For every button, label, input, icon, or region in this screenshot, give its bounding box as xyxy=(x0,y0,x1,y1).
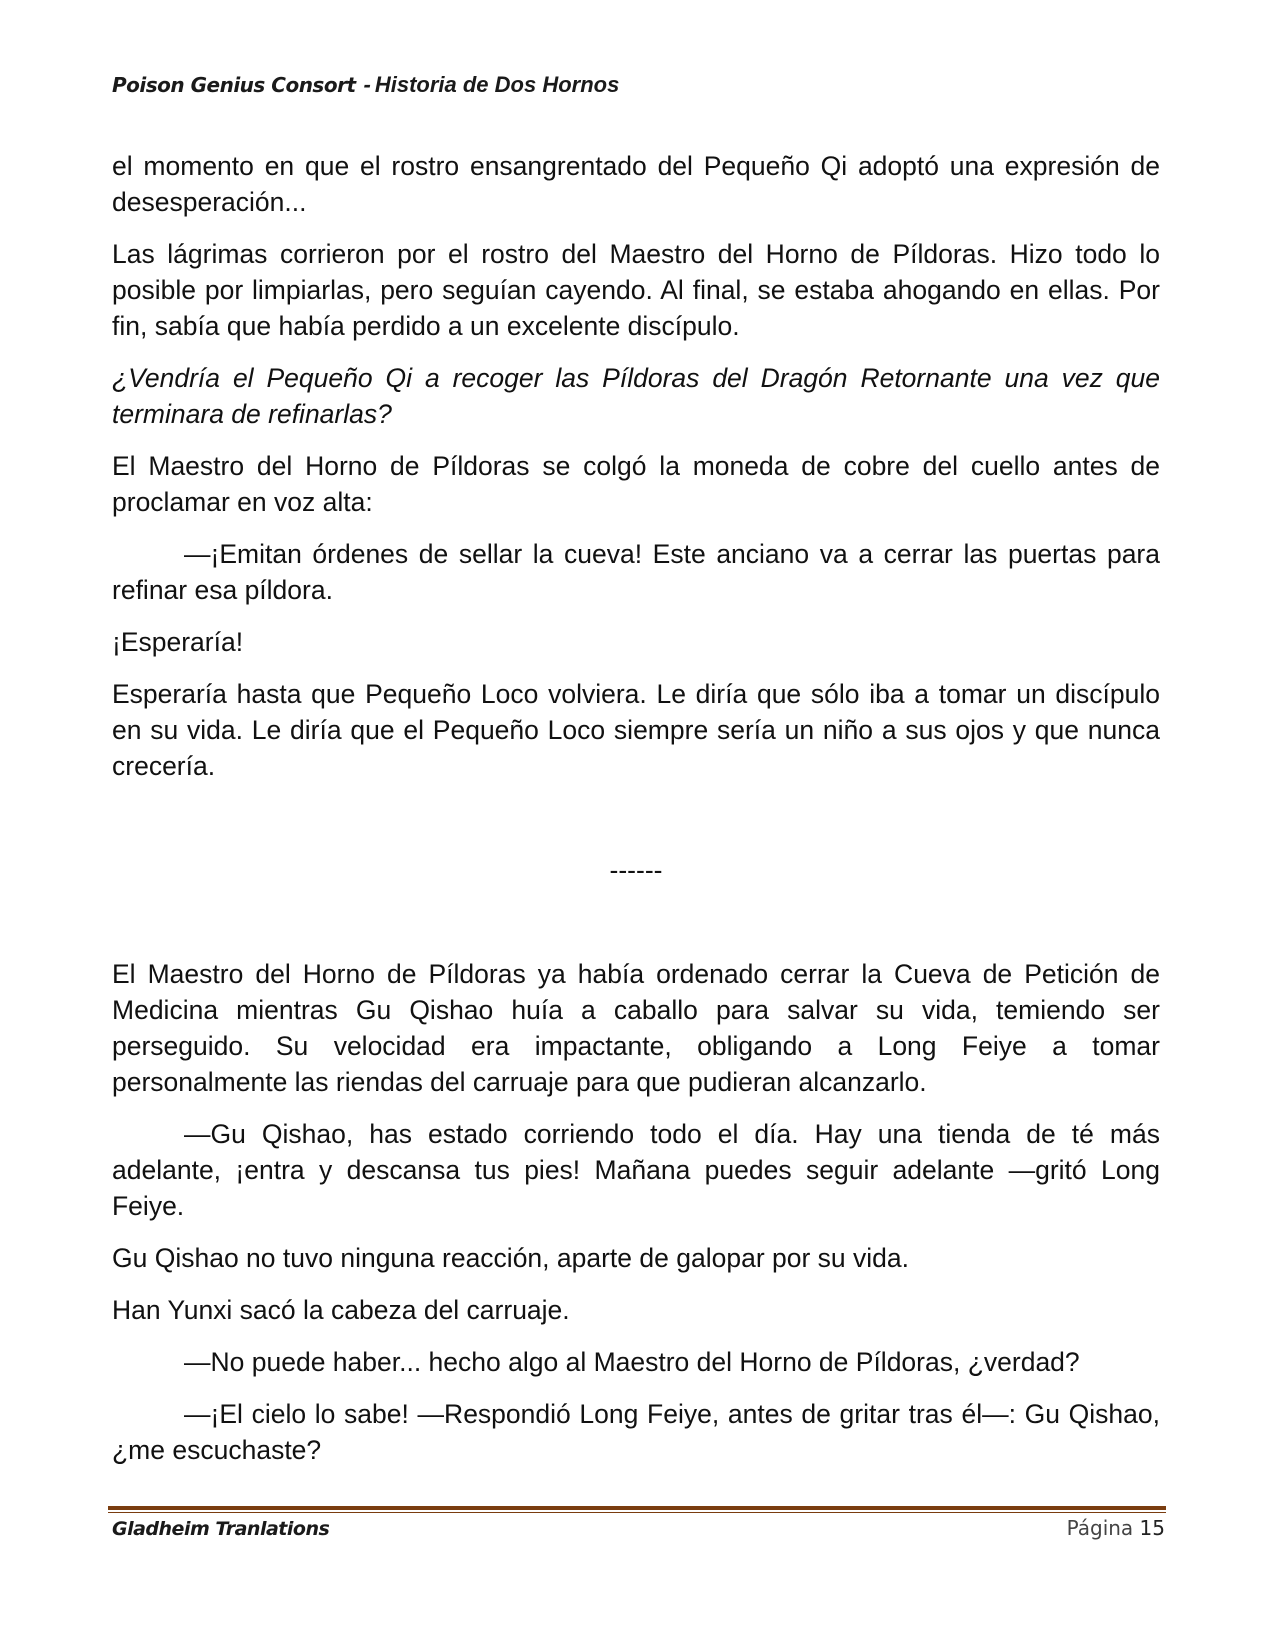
page-number: 15 xyxy=(1139,1516,1165,1540)
paragraph: Gu Qishao no tuvo ninguna reacción, aparte de galopar por su vida. xyxy=(112,1243,909,1273)
header-separator: - xyxy=(363,72,371,97)
paragraph: ¡Esperaría! xyxy=(112,627,244,657)
paragraph: Las lágrimas corrieron por el rostro del Maestro del Horno de Píldoras. Hizo todo lo posible por limpiarlas, pero seguían cayendo. Al final, se estaba ahogando en ellas. Por fin, sabía que había perdido a un excelente discípulo. xyxy=(112,239,1160,341)
paragraph-italic: ¿Vendría el Pequeño Qi a recoger las Píldoras del Dragón Retornante una vez que terminara de refinarlas? xyxy=(112,363,1160,429)
footer-rule-thin xyxy=(108,1512,1166,1513)
chapter-title: Historia de Dos Hornos xyxy=(374,72,620,97)
translator-credit: Gladheim Tranlations xyxy=(112,1518,330,1540)
dialog-paragraph: —¡Emitan órdenes de sellar la cueva! Este anciano va a cerrar las puertas para refinar esa píldora. xyxy=(112,539,1160,605)
document-body xyxy=(112,148,1160,1484)
footer-rule xyxy=(108,1506,1166,1510)
dialog-paragraph: —¡El cielo lo sabe! —Respondió Long Feiye, antes de gritar tras él—: Gu Qishao, ¿me escuchaste? xyxy=(112,1399,1160,1465)
paragraph: Han Yunxi sacó la cabeza del carruaje. xyxy=(112,1295,570,1325)
page-number-block xyxy=(1067,1516,1165,1540)
paragraph: El Maestro del Horno de Píldoras se colgó la moneda de cobre del cuello antes de proclamar en voz alta: xyxy=(112,451,1160,517)
paragraph: el momento en que el rostro ensangrentado del Pequeño Qi adoptó una expresión de desesperación... xyxy=(112,151,1160,217)
dialog-paragraph: —No puede haber... hecho algo al Maestro del Horno de Píldoras, ¿verdad? xyxy=(184,1347,1080,1377)
paragraph: Esperaría hasta que Pequeño Loco volviera. Le diría que sólo iba a tomar un discípulo en su vida. Le diría que el Pequeño Loco siempre sería un niño a sus ojos y que nunca crecería. xyxy=(112,679,1160,781)
page-header xyxy=(112,72,619,98)
paragraph: El Maestro del Horno de Píldoras ya había ordenado cerrar la Cueva de Petición de Medicina mientras Gu Qishao huía a caballo para salvar su vida, temiendo ser perseguido. Su velocidad era impactante, obligando a Long Feiye a tomar personalmente las riendas del carruaje para que pudieran alcanzarlo. xyxy=(112,959,1160,1097)
series-title: Poison Genius Consort xyxy=(112,73,356,97)
dialog-paragraph: —Gu Qishao, has estado corriendo todo el día. Hay una tienda de té más adelante, ¡entra y descansa tus pies! Mañana puedes seguir adelante —gritó Long Feiye. xyxy=(112,1119,1160,1221)
scene-divider: ------ xyxy=(609,855,663,885)
page-label: Página xyxy=(1066,1516,1134,1540)
